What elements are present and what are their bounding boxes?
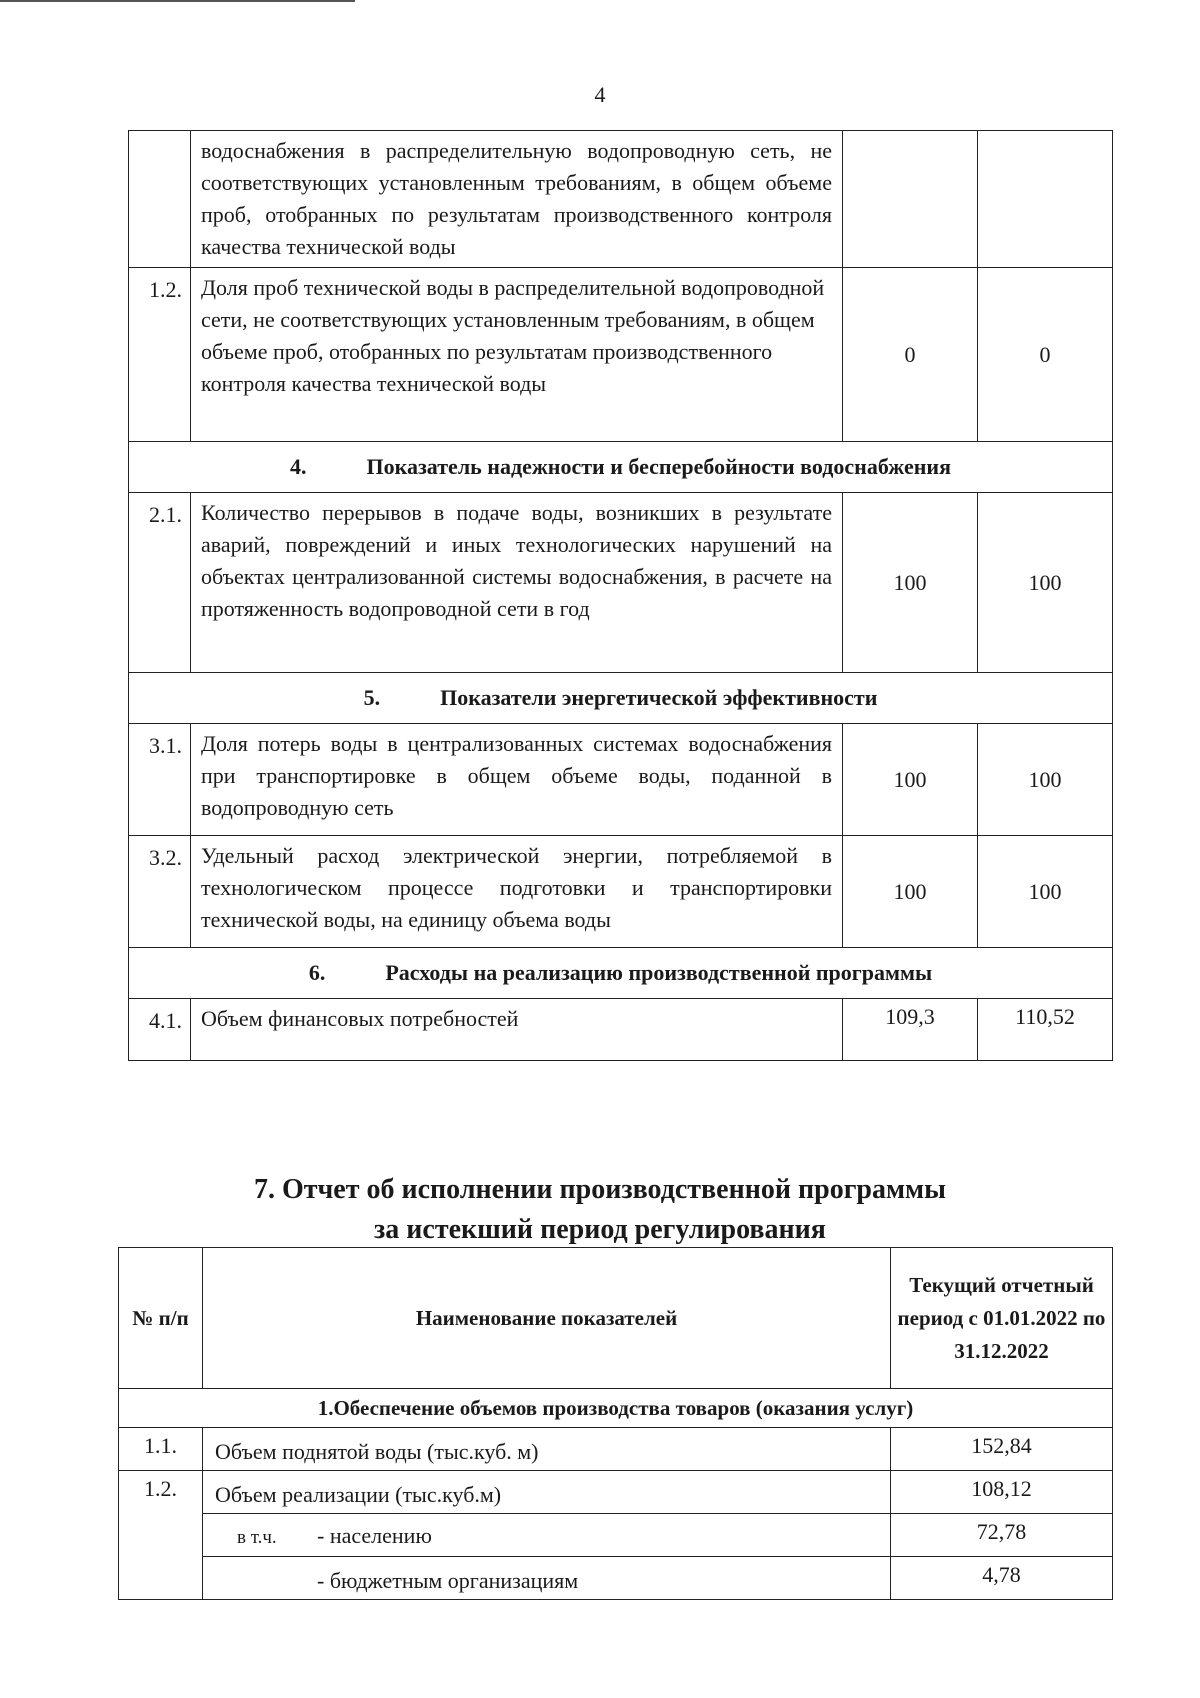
sub-item-prefix: в т.ч. (237, 1527, 277, 1548)
indicator-value-2: 100 (978, 493, 1113, 673)
page-number: 4 (594, 82, 606, 107)
section-row (129, 673, 1113, 724)
indicator-name: Объем реализации (тыс.куб.м) (203, 1471, 891, 1514)
indicator-name: Доля потерь воды в централизованных системах водоснабжения при транспортировке в общем объеме воды, поданной в водопроводную сеть (191, 724, 843, 836)
table-row (129, 836, 1113, 948)
section-heading (129, 948, 1113, 999)
indicator-value-1 (843, 131, 978, 268)
indicator-value-2: 110,52 (978, 999, 1113, 1061)
section-heading (129, 673, 1113, 724)
section-title: Расходы на реализацию производственной программы (385, 960, 933, 985)
column-header-name: Наименование показателей (203, 1248, 891, 1389)
indicator-value: 152,84 (891, 1428, 1113, 1471)
table-row (129, 268, 1113, 442)
indicator-value-2 (978, 131, 1113, 268)
section-number: 4. (290, 454, 307, 479)
row-number: 3.2. (129, 836, 191, 948)
row-number: 1.1. (119, 1428, 203, 1471)
indicator-value-1: 109,3 (843, 999, 978, 1061)
row-number: 4.1. (129, 999, 191, 1061)
indicator-name: Объем финансовых потребностей (191, 999, 843, 1061)
indicator-value-1: 0 (843, 268, 978, 442)
indicator-name: Количество перерывов в подаче воды, возникших в результате аварий, повреждений и иных технологических нарушений на объектах централизованной системы водоснабжения, в расчете на протяженность водопроводной сети в год (191, 493, 843, 673)
indicator-value-2: 100 (978, 836, 1113, 948)
table-row (119, 1471, 1113, 1514)
report-heading-line-2: за истекший период регулирования (374, 1214, 826, 1245)
section-title: Показатели энергетической эффективности (440, 685, 878, 710)
execution-report-table (118, 1247, 1113, 1600)
table-row (119, 1514, 1113, 1557)
indicator-value: 108,12 (891, 1471, 1113, 1514)
row-number: 2.1. (129, 493, 191, 673)
sub-item-label: - бюджетным организациям (317, 1568, 579, 1593)
table-header-row (119, 1248, 1113, 1389)
row-number: 3.1. (129, 724, 191, 836)
section-heading: 1.Обеспечение объемов производства товаров (оказания услуг) (119, 1389, 1113, 1428)
report-heading-line-1: 7. Отчет об исполнении производственной программы (253, 1174, 946, 1205)
indicator-value-2: 100 (978, 724, 1113, 836)
indicator-name: водоснабжения в распределительную водопроводную сеть, не соответствующих установленным требованиям, в общем объеме проб, отобранных по результатам производственного контроля качества технической воды (191, 131, 843, 268)
indicators-table (128, 130, 1113, 1061)
table-row (119, 1557, 1113, 1600)
column-header-period: Текущий отчетный период с 01.01.2022 по 31.12.2022 (891, 1248, 1113, 1389)
report-heading (0, 1170, 1200, 1250)
indicator-value: 72,78 (891, 1514, 1113, 1557)
indicator-name: Объем поднятой воды (тыс.куб. м) (203, 1428, 891, 1471)
indicator-value-1: 100 (843, 724, 978, 836)
indicator-value: 4,78 (891, 1557, 1113, 1600)
row-number (119, 1557, 203, 1600)
indicator-name (203, 1557, 891, 1600)
section-number: 6. (308, 960, 326, 985)
indicator-name (203, 1514, 891, 1557)
table-row (129, 724, 1113, 836)
indicator-value-1: 100 (843, 493, 978, 673)
table-row (129, 999, 1113, 1061)
indicator-value-2: 0 (978, 268, 1113, 442)
scan-edge-line (0, 0, 355, 2)
table-row (119, 1428, 1113, 1471)
section-row (129, 442, 1113, 493)
row-number: 1.2. (119, 1471, 203, 1514)
row-number: 1.2. (129, 268, 191, 442)
table-row (129, 131, 1113, 268)
row-number (119, 1514, 203, 1557)
section-title: Показатель надежности и бесперебойности водоснабжения (366, 454, 951, 479)
sub-item (215, 1520, 432, 1554)
table-row (129, 493, 1113, 673)
section-number: 5. (363, 685, 381, 710)
indicator-name: Доля проб технической воды в распределительной водопроводной сети, не соответствующих установленным требованиям, в общем объеме проб, отобранных по результатам производственного контроля качества технической воды (191, 268, 843, 442)
section-row (129, 948, 1113, 999)
section-row (119, 1389, 1113, 1428)
sub-item-label: - населению (317, 1523, 432, 1548)
indicator-name: Удельный расход электрической энергии, потребляемой в технологическом процессе подготовки и транспортировки технической воды, на единицу объема воды (191, 836, 843, 948)
column-header-number: № п/п (119, 1248, 203, 1389)
indicator-value-1: 100 (843, 836, 978, 948)
row-number (129, 131, 191, 268)
section-heading (129, 442, 1113, 493)
